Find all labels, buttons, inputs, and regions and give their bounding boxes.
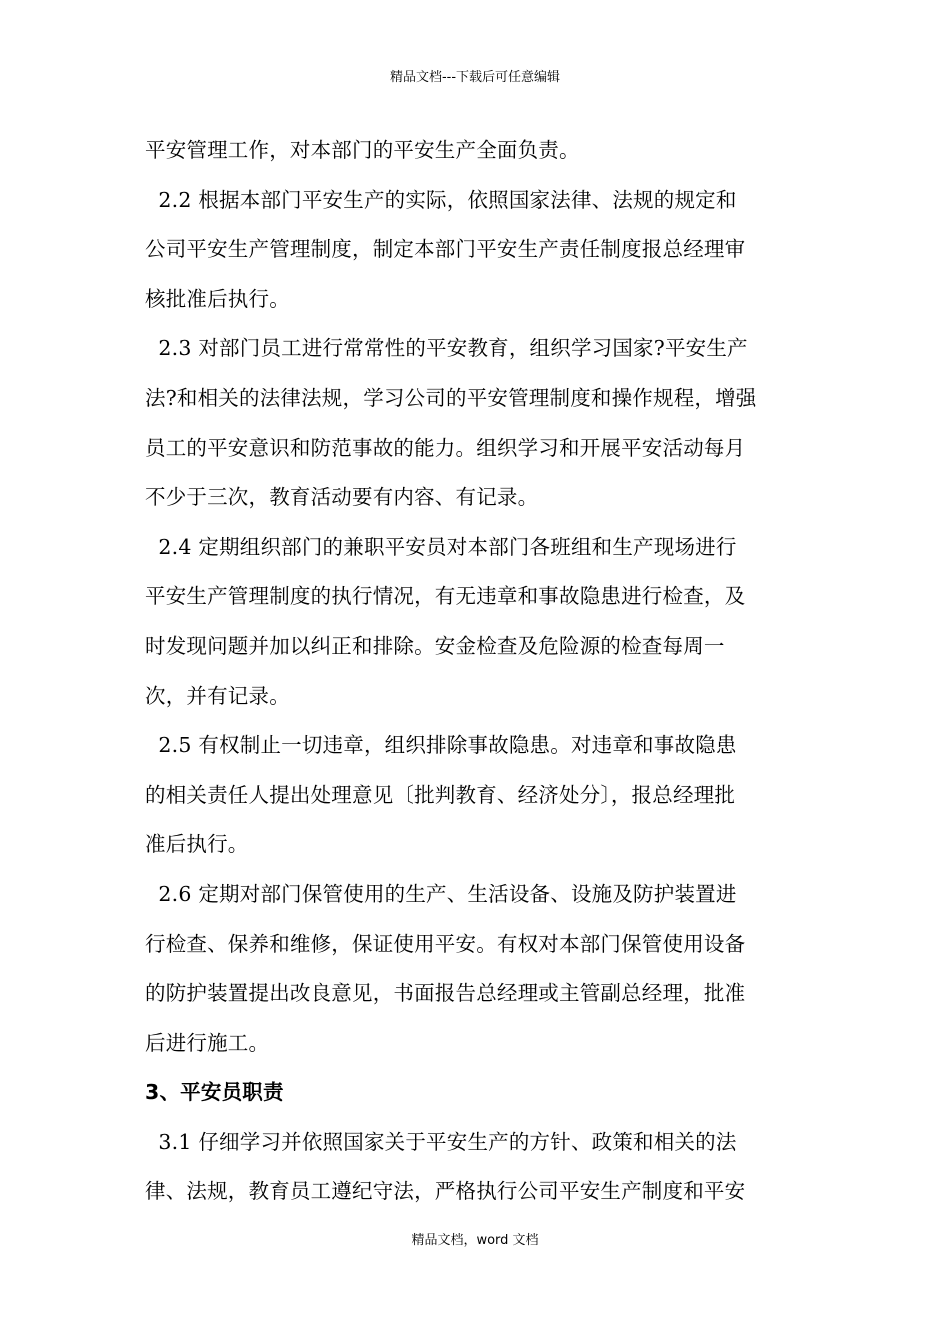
paragraph-line: 法?和相关的法律法规，学习公司的平安管理制度和操作规程，增强 [145, 385, 757, 410]
paragraph-line: 次，并有记录。 [145, 683, 290, 708]
paragraph-line: 3.1 仔细学习并依照国家关于平安生产的方针、政策和相关的法 [145, 1129, 737, 1154]
page-header: 精品文档---下载后可任意编辑 [389, 70, 561, 85]
section-heading: 3、平安员职责 [145, 1080, 284, 1105]
paragraph-line: 2.5 有权制止一切违章，组织排除事故隐患。对违章和事故隐患 [145, 733, 737, 758]
paragraph-line: 2.3 对部门员工进行常常性的平安教育，组织学习国家?平安生产 [145, 336, 748, 361]
paragraph-line: 2.2 根据本部门平安生产的实际，依照国家法律、法规的规定和 [145, 187, 737, 212]
paragraph-line: 平安生产管理制度的执行情况，有无违章和事故隐患进行检查，及 [145, 584, 746, 609]
paragraph-line: 2.4 定期组织部门的兼职平安员对本部门各班组和生产现场进行 [145, 534, 737, 559]
paragraph-line: 行检查、保养和维修，保证使用平安。有权对本部门保管使用设备 [145, 931, 746, 956]
paragraph-line: 2.6 定期对部门保管使用的生产、生活设备、设施及防护装置进 [145, 881, 737, 906]
paragraph-line: 的相关责任人提出处理意见〔批判教育、经济处分〕，报总经理批 [145, 782, 736, 807]
paragraph-line: 公司平安生产管理制度，制定本部门平安生产责任制度报总经理审 [145, 237, 746, 262]
paragraph-line: 律、法规，教育员工遵纪守法，严格执行公司平安生产制度和平安 [145, 1179, 746, 1204]
paragraph-line: 后进行施工。 [145, 1030, 270, 1055]
paragraph-line: 平安管理工作，对本部门的平安生产全面负责。 [145, 138, 580, 162]
paragraph-line: 时发现问题并加以纠正和排除。安金检查及危险源的检查每周一 [145, 633, 725, 658]
paragraph-line: 不少于三次，教育活动要有内容、有记录。 [145, 485, 539, 510]
page-footer: 精品文档，word 文档 [411, 1233, 539, 1248]
paragraph-line: 员工的平安意识和防范事故的能力。组织学习和开展平安活动每月 [145, 435, 746, 460]
paragraph-line: 核批准后执行。 [145, 286, 290, 311]
paragraph-line: 准后执行。 [145, 832, 249, 857]
paragraph-line: 的防护装置提出改良意见，书面报告总经理或主管副总经理，批准 [145, 981, 746, 1006]
document-body [145, 130, 805, 1221]
